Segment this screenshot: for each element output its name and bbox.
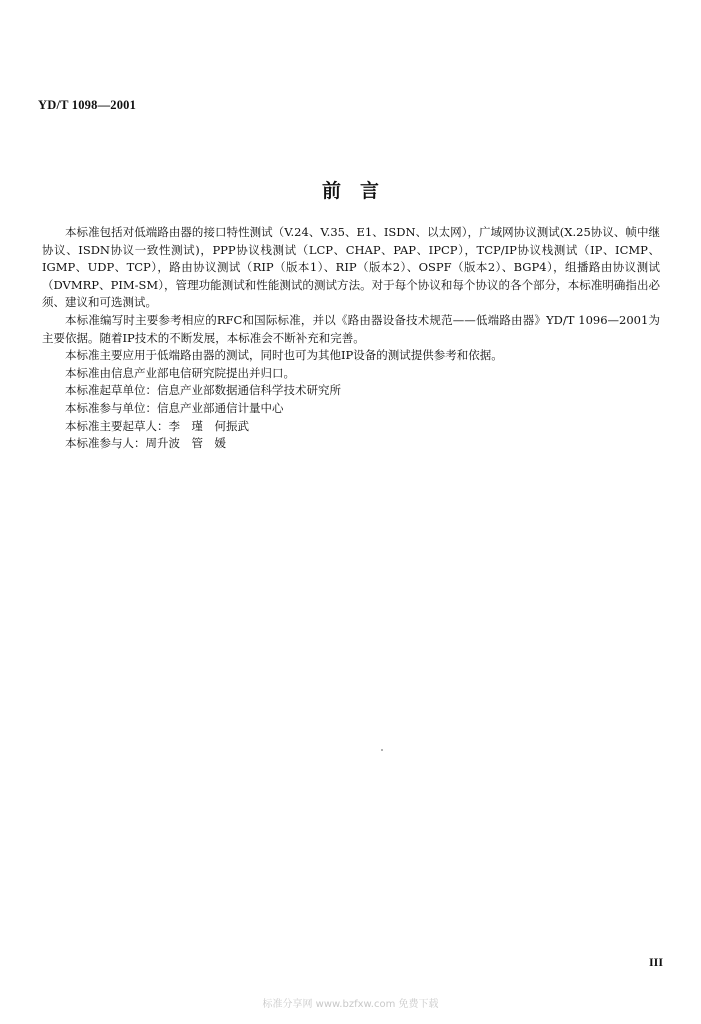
page-title: 前 言 <box>321 180 379 202</box>
standard-number: YD/T 1098—2001 <box>38 98 137 112</box>
paragraph-application: 本标准主要应用于低端路由器的测试，同时也可为其他IP设备的测试提供参考和依据。 <box>65 348 503 363</box>
foreword-body <box>42 224 660 453</box>
paragraph-participating-unit: 本标准参与单位：信息产业部通信计量中心 <box>65 400 284 415</box>
paragraph-main-drafters: 本标准主要起草人：李 瑾 何振武 <box>65 418 249 433</box>
watermark-footer: 标准分享网 www.bzfxw.com 免费下载 <box>262 999 439 1010</box>
scan-speck <box>381 749 383 751</box>
paragraph-references: 本标准编写时主要参考相应的RFC和国际标准，并以《路由器设备技术规范——低端路由器》YD/T 1096—2001为主要依据。随着IP技术的不断发展，本标准会不断补充和完善。 <box>42 312 660 345</box>
paragraph-participants: 本标准参与人：周升波 管 媛 <box>65 436 226 451</box>
paragraph-proposer: 本标准由信息产业部电信研究院提出并归口。 <box>65 365 295 380</box>
paragraph-drafting-unit: 本标准起草单位：信息产业部数据通信科学技术研究所 <box>65 383 341 398</box>
page-number: III <box>649 955 664 969</box>
paragraph-scope: 本标准包括对低端路由器的接口特性测试（V.24、V.35、E1、ISDN、以太网），广域网协议测试(X.25协议、帧中继协议、ISDN协议一致性测试)，PPP协议栈测试（LCP、CHAP、PAP、IPCP），TCP/IP协议栈测试（IP、ICMP、IGMP、UDP、TCP），路由协议测试（RIP（版本1）、RIP（版本2）、OSPF（版本2）、BGP4），组播路由协议测试（DVMRP、PIM-SM），管理功能测试和性能测试的测试方法。对于每个协议和每个协议的各个部分，本标准明确指出必须、建议和可选测试。 <box>42 225 660 310</box>
